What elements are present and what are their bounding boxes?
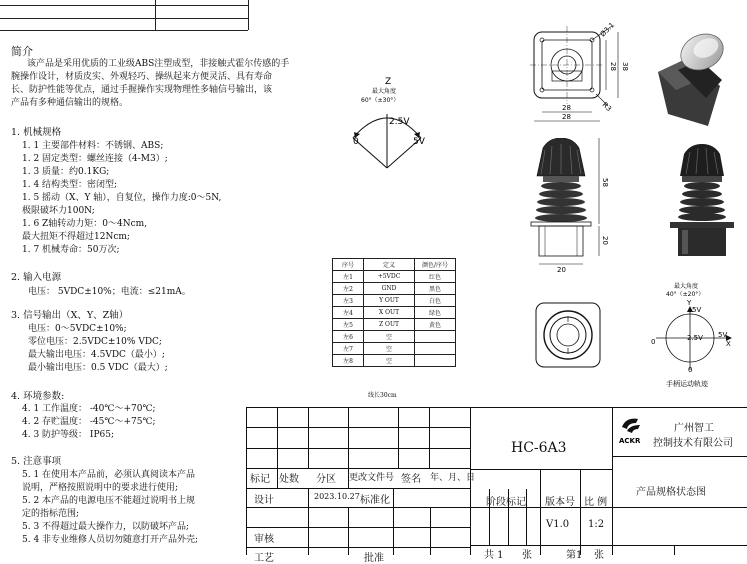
table-cell: GND [364,283,415,295]
table-cell: 左5 [333,319,364,331]
company-logo [618,415,646,445]
top-view-drawing [520,18,640,128]
table-cell: 空 [364,331,415,343]
table-cell: 左4 [333,307,364,319]
xy-left-label: 0 [651,338,656,346]
notes-line: 说明，严格按照说明中的要求进行使用; [22,483,179,493]
signal-line: 最大输出电压：4.5VDC（最小）; [28,350,165,360]
table-cell: 左2 [333,283,364,295]
environment-title: 4. 环境参数: [11,391,65,402]
dim-height58: 58 [601,178,609,187]
mechanical-list [22,140,221,257]
wire-length-caption: 线长30cm [368,392,397,399]
tb-change-doc-label: 更改文件号 [349,473,395,483]
table-row [333,283,456,295]
table-cell: 左6 [333,331,364,343]
power-title: 2. 输入电源 [11,272,62,283]
x-axis-label: X [726,340,731,348]
dim-base20: 20 [557,266,566,274]
drawing-frame-corner [0,0,250,45]
dim-h28: 28 [609,62,617,71]
table-cell: Y OUT [364,295,415,307]
intro-text [11,58,331,110]
signal-line: 零位电压：2.5VDC±10% VDC; [28,337,162,347]
mechanical-item: 1. 6 Z轴转动力矩：0～4Ncm, [22,219,148,229]
mechanical-item: 极限破坏力100N; [22,206,95,216]
product-3d-render [650,20,745,135]
y-axis-label: Y [687,299,692,307]
signal-line: 最小输出电压：0.5 VDC（最大）; [28,363,168,373]
dim-chamfer: R3 [600,100,613,114]
tb-review-label: 审核 [254,534,274,545]
table-row [333,319,456,331]
bottom-view-drawing [533,300,603,372]
company-name-line2: 控制技术有限公司 [653,438,733,449]
mechanical-item: 1. 3 质量：约0.1KG; [22,167,110,177]
tb-version-label: 版本号 [545,497,575,508]
xy-angle-label: 最大角度 [674,283,699,290]
tb-total-label: 共 1 [484,550,504,561]
tb-process-label: 工艺 [254,553,274,564]
table-cell: 空 [364,355,415,367]
tb-scale-label: 比 例 [584,497,608,508]
wire-table [332,258,456,367]
xy-angle-value: 40°（±20°） [666,291,705,298]
environment-line: 4. 3 防护等级： IP65; [22,430,114,440]
dim-height20: 20 [601,236,609,245]
table-cell: 左3 [333,295,364,307]
tb-version-value: V1.0 [546,519,570,530]
notes-line: 5. 3 不得超过最大操作力，以防破坏产品; [22,522,190,532]
table-cell: 空 [364,343,415,355]
tb-scale-value: 1:2 [588,519,605,530]
table-row [333,355,456,367]
power-line: 电压： 5VDC±10%；电流：≤21mA。 [28,287,191,297]
signal-title: 3. 信号输出（X、Y、Z轴） [11,310,129,321]
tb-sheet-unit-label: 张 [594,550,604,561]
table-cell: 黑色 [415,283,456,295]
signal-line: 电压：0～5VDC±10%; [28,324,127,334]
table-cell [415,355,456,367]
mechanical-item: 1. 4 结构类型：密闭型; [22,180,118,190]
mechanical-item: 最大扭矩不得超过12Ncm; [22,232,130,242]
intro-line: 该产品是采用优质的工业级ABS注塑成型，非接触式霍尔传感的手 [27,59,290,69]
table-cell: +5VDC [364,271,415,283]
table-row [333,343,456,355]
table-cell: Z OUT [364,319,415,331]
dim-diameter: Ø3.1 [598,20,617,39]
z-center-label: 2.5V [389,117,410,127]
table-cell: 绿色 [415,307,456,319]
tb-zone-label: 分区 [316,474,336,485]
mechanical-item: 1. 1 主要部件材料：不锈钢、ABS; [22,141,164,151]
mechanical-title: 1. 机械规格 [11,127,62,138]
table-header: 颜色/序号 [415,259,456,271]
z-axis-label: Z [385,77,392,87]
table-header-row [333,259,456,271]
z-right-label: 5V [413,137,425,147]
xy-bottom-label: 0 [688,366,693,374]
table-row [333,307,456,319]
intro-line: 腕操作设计，材质皮实、外观轻巧、操纵起来方便灵活、具有寿命 [11,72,273,82]
table-row [333,331,456,343]
tb-date-label: 年、月、日 [430,473,476,483]
intro-title: 简介 [11,45,33,58]
table-cell: 红色 [415,271,456,283]
tb-standardize-label: 标准化 [360,495,390,506]
table-cell: 黄色 [415,319,456,331]
mechanical-item: 1. 5 摇动（X、Y 轴），自复位，操作力度:0～5N, [22,193,222,203]
side-view-drawing [525,138,625,278]
tb-stage-label: 阶段标记 [486,497,526,508]
mechanical-item: 1. 7 机械寿命：50万次; [22,245,120,255]
signal-list [28,323,168,375]
z-axis-diagram [345,70,440,170]
tb-sheets-label: 张 [522,550,532,561]
dim-h38: 38 [621,62,629,71]
table-cell: X OUT [364,307,415,319]
tb-count-label: 处数 [279,474,299,485]
environment-line: 4. 1 工作温度： -40℃～+70℃; [22,404,156,414]
tb-approve-label: 批准 [364,553,384,564]
tb-sheet-no-label: 第1 [566,550,583,561]
table-cell [415,331,456,343]
intro-line: 产品有多种通信输出的规格。 [11,98,129,108]
table-cell: 左1 [333,271,364,283]
xy-axis-diagram [636,280,746,392]
environment-list [22,403,156,442]
notes-line: 定的指标范围; [22,509,80,519]
title-block [246,407,747,564]
tb-sign-label: 签名 [401,474,421,485]
company-name-line1: 广州智工 [674,423,714,434]
side-3d-render [668,142,743,260]
mechanical-item: 1. 2 固定类型：螺丝连接（4-M3）; [22,154,168,164]
table-cell: 左8 [333,355,364,367]
notes-list [22,469,198,547]
tb-design-label: 设计 [254,495,274,506]
notes-line: 5. 2 本产品的电源电压不能超过说明书上规 [22,496,196,506]
xy-top-label: 5V [692,306,702,314]
tb-model: HC-6A3 [511,440,567,456]
z-angle-value: 60°（±30°） [361,97,400,104]
table-cell: 左7 [333,343,364,355]
table-row [333,271,456,283]
tb-design-date: 2023.10.27 [314,492,360,501]
environment-line: 4. 2 存贮温度： -45℃～+75℃; [22,417,156,427]
z-left-label: 0 [353,137,359,147]
company-logo-text: ACKR [619,437,641,445]
table-cell [415,343,456,355]
dim-w28a: 28 [562,104,571,112]
table-header: 序号 [333,259,364,271]
intro-line: 长、防护性能等优点，通过手握操作实现物理性多轴信号输出，该 [11,85,273,95]
tb-mark-label: 标记 [250,474,270,485]
notes-line: 5. 4 非专业维修人员切勿随意打开产品外壳; [22,535,199,545]
motion-caption: 手柄运动轨迹 [666,380,708,388]
table-cell: 白色 [415,295,456,307]
xy-right-label: 5V [718,331,728,339]
table-row [333,295,456,307]
notes-title: 5. 注意事项 [11,456,62,467]
notes-line: 5. 1 在使用本产品前，必须认真阅读本产品 [22,470,196,480]
drawing-name: 产品规格状态图 [636,487,706,498]
xy-center-label: 2.5V [687,334,703,342]
dim-w28b: 28 [562,113,571,121]
table-header: 定义 [364,259,415,271]
z-angle-label: 最大角度 [372,88,397,95]
